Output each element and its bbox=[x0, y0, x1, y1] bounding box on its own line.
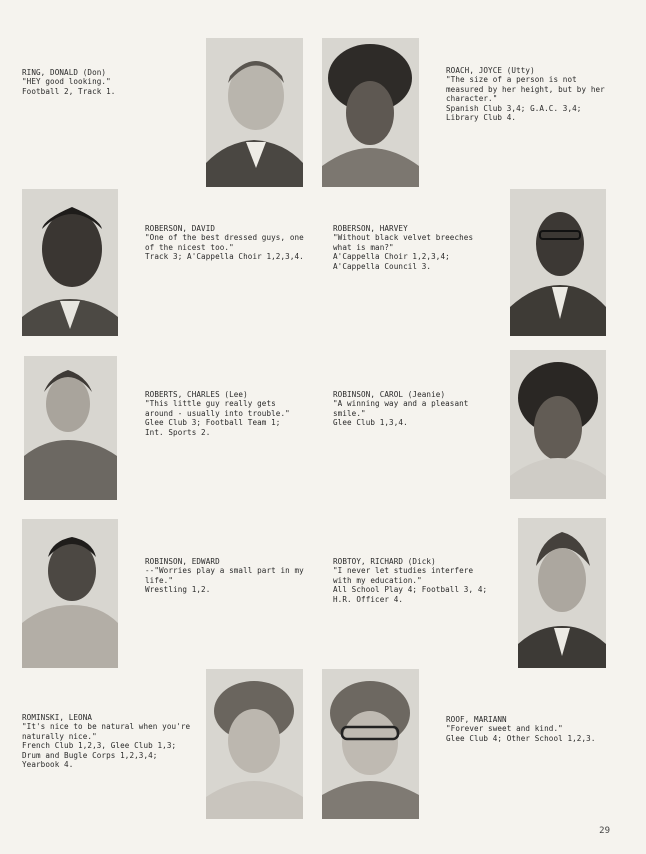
student-activities: Glee Club 1,3,4. bbox=[333, 418, 408, 428]
student-activities: Track 3; A'Cappella Choir 1,2,3,4. bbox=[145, 252, 304, 262]
student-name: ROBTOY, RICHARD (Dick) bbox=[333, 557, 436, 566]
student-entry-roberson-david bbox=[145, 224, 305, 262]
student-name: ROMINSKI, LEONA bbox=[22, 713, 93, 722]
student-name: ROBINSON, CAROL (Jeanie) bbox=[333, 390, 446, 399]
portrait-photo-robtoy bbox=[518, 518, 606, 668]
student-quote: "One of the best dressed guys, one of the nicest too." bbox=[145, 233, 304, 252]
student-quote: "HEY good looking." bbox=[22, 77, 111, 87]
student-activities: French Club 1,2,3, Glee Club 1,3; Drum and Bugle Corps 1,2,3,4; Yearbook 4. bbox=[22, 741, 177, 770]
student-activities: All School Play 4; Football 3, 4; H.R. Officer 4. bbox=[333, 585, 488, 604]
student-quote: "It's nice to be natural when you're naturally nice." bbox=[22, 722, 191, 741]
student-activities: Football 2, Track 1. bbox=[22, 86, 116, 96]
portrait-photo-roberson-harvey bbox=[510, 189, 606, 336]
student-quote: "This little guy really gets around - usually into trouble." bbox=[145, 399, 290, 418]
student-entry-roberson-harvey bbox=[333, 224, 493, 271]
portrait-photo-roberson-david bbox=[22, 189, 118, 336]
portrait-photo-roach bbox=[322, 38, 419, 187]
student-entry-robtoy bbox=[333, 557, 493, 604]
student-name: ROOF, MARIANN bbox=[446, 715, 507, 724]
student-quote: "Forever sweet and kind." bbox=[446, 724, 563, 734]
student-entry-robinson-carol bbox=[333, 390, 495, 428]
portrait-photo-robinson-edward bbox=[22, 519, 118, 668]
student-name: ROBINSON, EDWARD bbox=[145, 557, 220, 566]
portrait-photo-robinson-carol bbox=[510, 350, 606, 499]
student-quote: "A winning way and a pleasant smile." bbox=[333, 399, 469, 418]
student-activities: A'Cappella Choir 1,2,3,4; A'Cappella Council 3. bbox=[333, 252, 450, 271]
portrait-photo-roof bbox=[322, 669, 419, 819]
student-name: ROBERTS, CHARLES (Lee) bbox=[145, 390, 248, 399]
student-quote: "The size of a person is not measured by her height, but by her character." bbox=[446, 75, 605, 104]
student-entry-roof bbox=[446, 715, 616, 743]
student-quote: "I never let studies interfere with my education." bbox=[333, 566, 474, 585]
page-number: 29 bbox=[599, 826, 610, 836]
student-name: ROBERSON, DAVID bbox=[145, 224, 216, 233]
student-entry-roberts bbox=[145, 390, 303, 437]
student-activities: Glee Club 4; Other School 1,2,3. bbox=[446, 733, 596, 743]
portrait-photo-ring bbox=[206, 38, 303, 187]
portrait-photo-rominski bbox=[206, 669, 303, 819]
student-quote: "Without black velvet breeches what is man?" bbox=[333, 233, 474, 252]
portrait-photo-roberts bbox=[24, 356, 117, 500]
student-activities: Wrestling 1,2. bbox=[145, 585, 211, 595]
student-name: ROBERSON, HARVEY bbox=[333, 224, 408, 233]
student-entry-robinson-edward bbox=[145, 557, 305, 595]
student-entry-ring bbox=[22, 68, 200, 96]
student-name: RING, DONALD (Don) bbox=[22, 68, 107, 77]
student-entry-roach bbox=[446, 66, 616, 122]
student-activities: Glee Club 3; Football Team 1; Int. Sports 2. bbox=[145, 418, 281, 437]
student-activities: Spanish Club 3,4; G.A.C. 3,4; Library Club 4. bbox=[446, 103, 582, 123]
student-entry-rominski bbox=[22, 713, 198, 769]
student-quote: --"Worries play a small part in my life." bbox=[145, 566, 304, 585]
student-name: ROACH, JOYCE (Utty) bbox=[446, 66, 535, 75]
